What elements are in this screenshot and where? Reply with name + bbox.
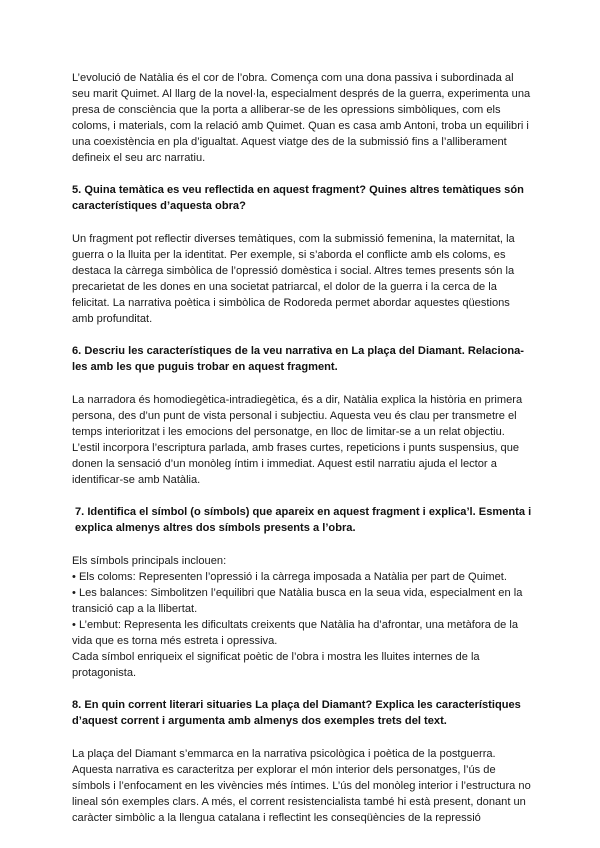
intro-paragraph: L’evolució de Natàlia és el cor de l’obra. Comença com una dona passiva i subordinada al seu marit Quimet. Al llarg de la novel·la, especialment després de la guerra, experimenta una presa de consciència que la porta a alliberar-se de les opressions simbòliques, com els coloms, i materials, com la relació amb Quimet. Quan es casa amb Antoni, troba un equilibri i una coexistència en pla d’igualtat. Aquest viatge des de la submissió fins a l’alliberament defineix el seu arc narratiu. xyxy=(72,72,531,164)
symbols-conclusion: Cada símbol enriqueix el significat poètic de l’obra i mostra les lluites internes de la protagonista. xyxy=(72,651,480,679)
answer-5: Un fragment pot reflectir diverses temàtiques, com la submissió femenina, la maternitat, la guerra o la lluita per la identitat. Per exemple, si s’aborda el conflicte amb els coloms, es destaca la càrrega simbòlica de l’opressió domèstica i social. Altres temes presents són la precarietat de les dones en una societat patriarcal, el dolor de la guerra i la cerca de la felicitat. La narrativa poètica i simbòlica de Rodoreda permet abordar aquestes qüestions amb profunditat. xyxy=(72,233,515,325)
question-6: 6. Descriu les característiques de la veu narrativa en La plaça del Diamant. Relaciona-les amb les que puguis trobar en aquest fragment. xyxy=(72,345,524,373)
list-item: • Els coloms: Representen l’opressió i la càrrega imposada a Natàlia per part de Quimet. xyxy=(72,571,507,583)
document-page xyxy=(72,70,532,842)
question-7: 7. Identifica el símbol (o símbols) que apareix en aquest fragment i explica’l. Esmenta i explica almenys altres dos símbols presents a l’obra. xyxy=(75,506,532,534)
symbols-intro: Els símbols principals inclouen: xyxy=(72,555,227,567)
answer-7 xyxy=(72,553,532,681)
list-item: • L’embut: Representa les dificultats creixents que Natàlia ha d’afrontar, una metàfora de la vida que es torna més estreta i opressiva. xyxy=(72,619,519,647)
answer-6: La narradora és homodiegètica-intradiegètica, és a dir, Natàlia explica la història en primera persona, des d’un punt de vista personal i subjectiu. Aquesta veu és clau per transmetre el temps interioritzat i les emocions del personatge, en lloc de limitar-se a un relat objectiu. L’estil incorpora l’escriptura parlada, amb frases curtes, repeticions i punts suspensius, que donen la sensació d’un monòleg íntim i immediat. Aquest estil narratiu ajuda el lector a identificar-se amb Natàlia. xyxy=(72,394,523,486)
question-5: 5. Quina temàtica es veu reflectida en aquest fragment? Quines altres temàtiques són característiques d’aquesta obra? xyxy=(72,184,524,212)
question-8: 8. En quin corrent literari situaries La plaça del Diamant? Explica les característiques d’aquest corrent i argumenta amb almenys dos exemples trets del text. xyxy=(72,699,521,727)
answer-8: La plaça del Diamant s’emmarca en la narrativa psicològica i poètica de la postguerra. Aquesta narrativa es caracteritza per explorar el món interior dels personatges, l’ús de símbols i l’enfocament en les vivències més íntimes. L’ús del monòleg interior i l’estructura no lineal són exemples clars. A més, el corrent resistencialista també hi està present, donant un caràcter simbòlic a la llengua catalana i reflectint les conseqüències de la repressió xyxy=(72,748,531,824)
list-item: • Les balances: Simbolitzen l’equilibri que Natàlia busca en la seua vida, especialment en la transició cap a la llibertat. xyxy=(72,587,523,615)
